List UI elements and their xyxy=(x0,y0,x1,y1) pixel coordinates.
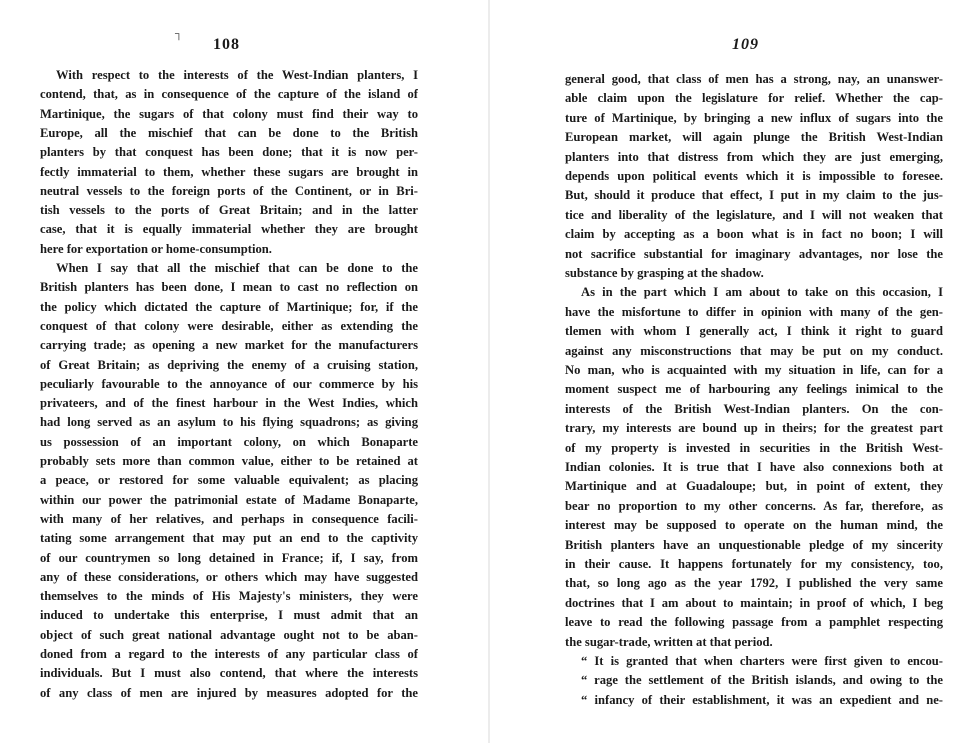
text-line: individuals. But I must also contend, that where the interests xyxy=(40,666,418,681)
text-line: any of these considerations, or others which may have suggested xyxy=(40,569,418,584)
text-line: fectly immaterial to them, whether these sugars are brought in xyxy=(40,164,418,179)
text-line: in their cause. It happens fortunately for my consistency, too, xyxy=(565,557,943,571)
text-line: tlemen with whom I generally act, I think it right to guard xyxy=(565,324,943,339)
text-line: doned from a regard to the interests of any particular class of xyxy=(40,647,418,661)
text-line: of my property is invested in securities in the British West- xyxy=(565,440,943,455)
text-line: us possession of an important colony, on which Bonaparte xyxy=(40,434,418,449)
text-line: interest may be supposed to operate on the human mind, the xyxy=(565,518,943,533)
text-line: Martinique and at Guadaloupe; but, in point of extent, they xyxy=(565,479,943,494)
text-line: trary, my interests are bound up in theirs; for the greatest part xyxy=(565,421,943,436)
text-line: of any class of men are injured by measures adopted for the xyxy=(40,685,418,700)
text-line: Martinique, the sugars of that colony must find their way to xyxy=(40,106,418,121)
text-line: carrying trade; as opening a new market for the manufacturers xyxy=(40,338,418,353)
text-line: Europe, all the mischief that can be done to the British xyxy=(40,125,418,140)
text-line: leave to read the following passage from a pamphlet respecting xyxy=(565,615,943,630)
text-line: a peace, or restored for some valuable equivalent; as placing xyxy=(40,473,418,488)
text-line: have the misfortune to differ in opinion with many of the gen- xyxy=(565,304,943,319)
text-line: conquest of that colony were desirable, either as extending the xyxy=(40,318,418,333)
text-line: substance by grasping at the shadow. xyxy=(565,266,764,280)
text-line: interests of the British West-Indian planters. On the con- xyxy=(565,401,943,416)
text-line: neutral vessels to the foreign ports of the Continent, or in Bri- xyxy=(40,183,418,198)
right-page-number: 109 xyxy=(732,36,759,53)
left-page-number: 108 xyxy=(213,36,240,53)
text-line: able claim upon the legislature for relief. Whether the cap- xyxy=(565,91,943,106)
text-line: planters into that distress from which they are just emerging, xyxy=(565,149,943,164)
text-line: “ It is granted that when charters were first given to encou- xyxy=(581,654,943,668)
text-line: case, that it is equally immaterial whether they are brought xyxy=(40,222,418,237)
margin-mark: ┐ xyxy=(175,28,183,40)
text-line: depends upon political events which it is impossible to foresee. xyxy=(565,169,943,183)
text-line: of our countrymen so long detained in France; if, I say, from xyxy=(40,550,418,565)
text-line: contend, that, as in consequence of the capture of the island of xyxy=(40,87,418,102)
text-line: Indian colonies. It is true that I have also connexions both at xyxy=(565,460,943,474)
text-line: themselves to the minds of His Majesty's ministers, they were xyxy=(40,589,418,604)
text-line: against any misconstructions that may be put on my conduct. xyxy=(565,343,943,358)
text-line: ture of Martinique, by bringing a new influx of sugars into the xyxy=(565,110,943,125)
text-line: general good, that class of men has a strong, nay, an unanswer- xyxy=(565,72,943,86)
text-line: object of such great national advantage ought not to be aban- xyxy=(40,627,418,642)
text-line: But, should it produce that effect, I put in my claim to the jus- xyxy=(565,188,943,203)
text-line: British planters have an unquestionable pledge of my sincerity xyxy=(565,537,943,552)
text-line: peculiarly favourable to the annoyance of our commerce by his xyxy=(40,376,418,391)
text-line: within our power the patrimonial estate of Madame Bonaparte, xyxy=(40,492,418,507)
text-line: planters by that conquest has been done; that it is now per- xyxy=(40,145,418,160)
text-line: of Great Britain; as depriving the enemy of a cruising station, xyxy=(40,357,418,372)
text-line: had long served as an asylum to his flying squadrons; as giving xyxy=(40,415,418,430)
text-line: As in the part which I am about to take on this occasion, I xyxy=(581,285,943,300)
text-line: When I say that all the mischief that can be done to the xyxy=(56,261,418,275)
right-page xyxy=(490,0,980,743)
text-line: induced to undertake this enterprise, I must admit that an xyxy=(40,608,418,623)
text-line: not sacrifice substantial for imaginary advantages, nor lose the xyxy=(565,246,943,261)
text-line: doctrines that I am about to maintain; in proof of which, I beg xyxy=(565,595,943,610)
text-line: tice and liberality of the legislature, and I will not weaken that xyxy=(565,207,943,222)
text-line: privateers, and of the finest harbour in the West Indies, which xyxy=(40,396,418,411)
text-line: European market, will again plunge the British West-Indian xyxy=(565,130,943,145)
text-line: that, so long ago as the year 1792, I published the very same xyxy=(565,576,943,591)
text-line: with many of her relatives, and perhaps in consequence facili- xyxy=(40,511,418,526)
text-line: claim by accepting as a boon what is in fact no boon; I will xyxy=(565,227,943,242)
text-line: tish vessels to the ports of Great Britain; and in the latter xyxy=(40,203,418,218)
text-line: No man, who is acquainted with my situation in life, can for a xyxy=(565,363,943,377)
text-line: the sugar-trade, written at that period. xyxy=(565,634,773,649)
text-line: moment suspect me of harbouring any feelings inimical to the xyxy=(565,382,943,397)
text-line: tating some arrangement that may put an end to the captivity xyxy=(40,531,418,546)
text-line: “ rage the settlement of the British islands, and owing to the xyxy=(581,673,943,688)
text-line: British planters has been done, I mean to cast no reflection on xyxy=(40,280,418,295)
text-line: probably sets more than common value, either to be retained at xyxy=(40,454,418,468)
text-line: “ infancy of their establishment, it was an expedient and ne- xyxy=(581,692,943,707)
text-line: here for exportation or home-consumption. xyxy=(40,241,272,256)
text-line: the policy which dictated the capture of Martinique; for, if the xyxy=(40,299,418,314)
text-line: bear no proportion to my other concerns. As far, therefore, as xyxy=(565,498,943,513)
text-line: With respect to the interests of the West-Indian planters, I xyxy=(56,68,418,82)
